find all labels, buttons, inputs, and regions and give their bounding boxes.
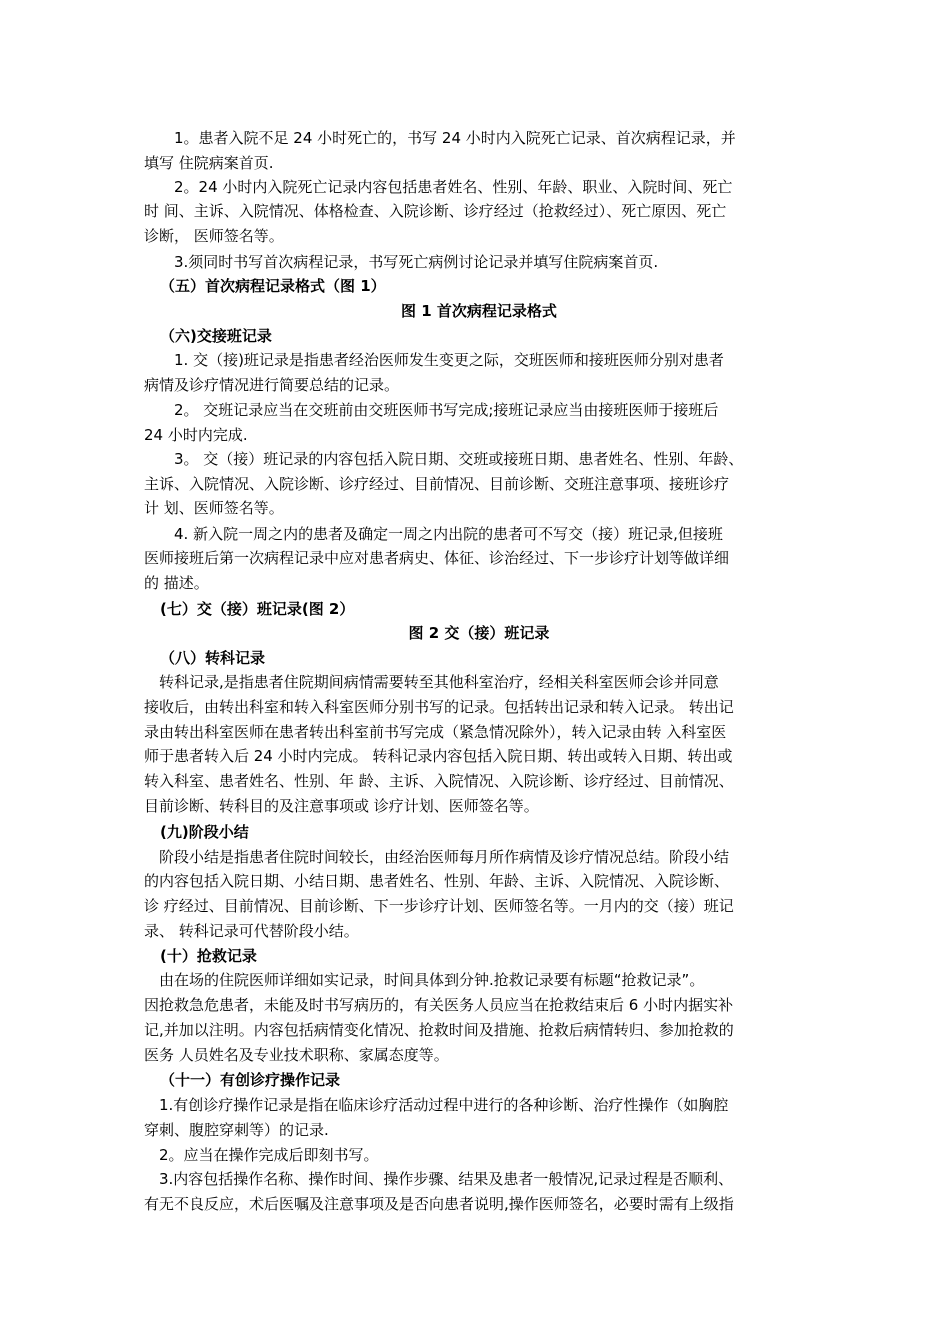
section-heading: （十一）有创诊疗操作记录 xyxy=(160,1071,341,1089)
text-line: 转入科室、患者姓名、性别、年 龄、主诉、入院情况、入院诊断、诊疗经过、目前情况、 xyxy=(144,772,734,790)
text-line: 病情及诊疗情况进行简要总结的记录。 xyxy=(144,376,400,394)
text-line: 师于患者转入后 24 小时内完成。 转科记录内容包括入院日期、转出或转入日期、转出或 xyxy=(144,747,733,765)
text-line: 有无不良反应，术后医嘱及注意事项及是否向患者说明,操作医师签名，必要时需有上级指 xyxy=(144,1195,734,1213)
section-heading: （五）首次病程记录格式（图 1） xyxy=(160,277,386,295)
figure-caption: 图 1 首次病程记录格式 xyxy=(401,302,557,320)
text-line: 由在场的住院医师详细如实记录，时间具体到分钟.抢救记录要有标题“抢救记录”。 xyxy=(144,971,705,989)
text-line: 2。 交班记录应当在交班前由交班医师书写完成;接班记录应当由接班医师于接班后 xyxy=(144,401,719,419)
text-line: 时 间、主诉、入院情况、体格检查、入院诊断、诊疗经过（抢救经过）、死亡原因、死亡 xyxy=(144,202,727,220)
text-line: 24 小时内完成. xyxy=(144,426,248,444)
text-line: 的 描述。 xyxy=(144,574,209,592)
text-line: 记,并加以注明。内容包括病情变化情况、抢救时间及措施、抢救后病情转归、参加抢救的 xyxy=(144,1021,734,1039)
section-heading: (十）抢救记录 xyxy=(160,947,257,965)
text-line: 诊 疗经过、目前情况、目前诊断、下一步诊疗计划、医师签名等。一月内的交（接）班记 xyxy=(144,897,734,915)
text-line: 因抢救急危患者，未能及时书写病历的，有关医务人员应当在抢救结束后 6 小时内据实补 xyxy=(144,996,734,1014)
text-line: 3.须同时书写首次病程记录，书写死亡病例讨论记录并填写住院病案首页. xyxy=(144,253,659,271)
text-line: 3。 交（接）班记录的内容包括入院日期、交班或接班日期、患者姓名、性别、年龄、 xyxy=(144,450,744,468)
text-line: 主诉、入院情况、入院诊断、诊疗经过、目前情况、目前诊断、交班注意事项、接班诊疗 xyxy=(144,475,730,493)
text-line: 1. 交（接)班记录是指患者经治医师发生变更之际，交班医师和接班医师分别对患者 xyxy=(144,351,724,369)
text-line: 1.有创诊疗操作记录是指在临床诊疗活动过程中进行的各种诊断、治疗性操作（如胸腔 xyxy=(144,1096,729,1114)
text-line: 录、 转科记录可代替阶段小结。 xyxy=(144,922,359,940)
text-line: 诊断， 医师签名等。 xyxy=(144,227,284,245)
text-line: 1。患者入院不足 24 小时死亡的，书写 24 小时内入院死亡记录、首次病程记录，并 xyxy=(144,129,736,147)
text-line: 2。24 小时内入院死亡记录内容包括患者姓名、性别、年龄、职业、入院时间、死亡 xyxy=(144,178,733,196)
text-line: 录由转出科室医师在患者转出科室前书写完成（紧急情况除外），转入记录由转 入科室医 xyxy=(144,723,727,741)
section-heading: (九)阶段小结 xyxy=(160,823,249,841)
text-line: 目前诊断、转科目的及注意事项或 诊疗计划、医师签名等。 xyxy=(144,797,539,815)
text-line: 的内容包括入院日期、小结日期、患者姓名、性别、年龄、主诉、入院情况、入院诊断、 xyxy=(144,872,730,890)
text-line: 医务 人员姓名及专业技术职称、家属态度等。 xyxy=(144,1046,449,1064)
section-heading: （六)交接班记录 xyxy=(160,327,272,345)
text-line: 转科记录,是指患者住院期间病情需要转至其他科室治疗，经相关科室医师会诊并同意 xyxy=(144,673,719,691)
text-line: 4. 新入院一周之内的患者及确定一周之内出院的患者可不写交（接）班记录,但接班 xyxy=(144,525,723,543)
text-line: 计 划、医师签名等。 xyxy=(144,499,284,517)
text-line: 接收后，由转出科室和转入科室医师分别书写的记录。包括转出记录和转入记录。 转出记 xyxy=(144,698,734,716)
text-line: 填写 住院病案首页. xyxy=(144,154,274,172)
text-line: 穿刺、腹腔穿刺等）的记录. xyxy=(144,1121,329,1139)
text-line: 3.内容包括操作名称、操作时间、操作步骤、结果及患者一般情况,记录过程是否顺利、 xyxy=(144,1170,734,1188)
text-line: 2。应当在操作完成后即刻书写。 xyxy=(144,1146,379,1164)
text-line: 医师接班后第一次病程记录中应对患者病史、体征、诊治经过、下一步诊疗计划等做详细 xyxy=(144,549,730,567)
section-heading: (七）交（接）班记录(图 2） xyxy=(160,600,355,618)
text-line: 阶段小结是指患者住院时间较长，由经治医师每月所作病情及诊疗情况总结。阶段小结 xyxy=(144,848,730,866)
figure-caption: 图 2 交（接）班记录 xyxy=(408,624,550,642)
section-heading: （八）转科记录 xyxy=(160,649,266,667)
